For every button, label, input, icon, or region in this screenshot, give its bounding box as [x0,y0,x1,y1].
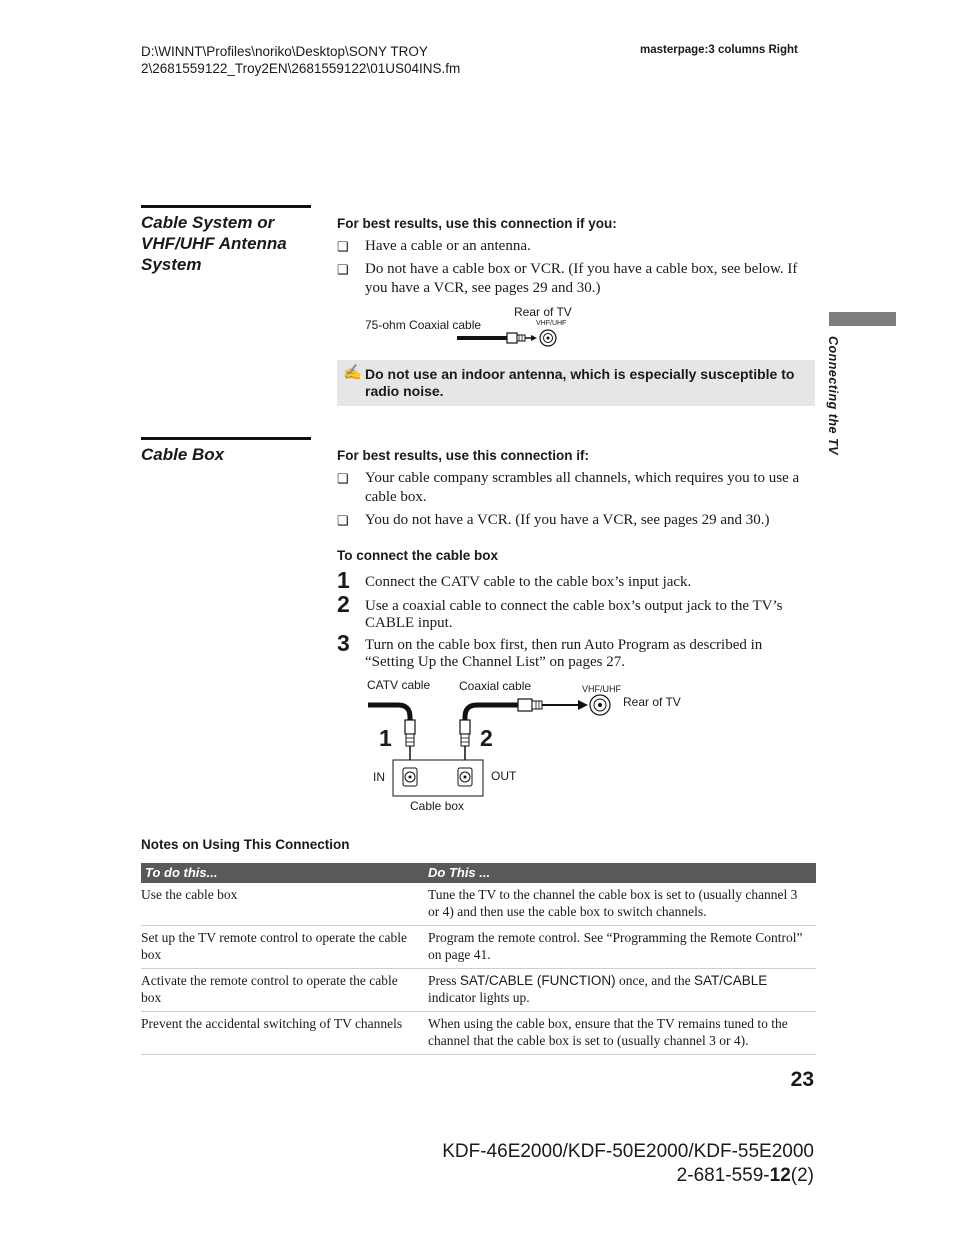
checklist-text: Your cable company scrambles all channels, which requires you to use a cable box. [365,470,800,505]
step-text: Use a coaxial cable to connect the cable box’s output jack to the TV’s CABLE input. [365,598,783,631]
button-name: SAT/CABLE [694,973,768,988]
steps-heading: To connect the cable box [337,548,499,563]
in-jack-label: IN [373,770,385,784]
antenna-cable-diagram [455,326,565,348]
step-marker-1: 1 [379,725,392,751]
section-rule [141,205,311,208]
column-header-task: To do this... [141,863,424,883]
checkbox-icon: ❑ [337,239,349,254]
vhf-uhf-label: VHF/UHF [536,320,567,327]
action-cell: When using the cable box, ensure that the TV remains tuned to the channel that the cable box is set to (usually channel 3 or 4). [424,1012,816,1055]
column-header-action: Do This ... [424,863,816,883]
side-tab-label: Connecting the TV [826,336,840,455]
table-row [141,969,816,1012]
notes-heading: Notes on Using This Connection [141,837,350,852]
checklist-item [337,260,815,298]
action-cell [424,969,816,1012]
task-cell: Activate the remote control to operate the cable box [141,969,424,1012]
step-item [337,630,815,671]
model-line-1: KDF-46E2000/KDF-50E2000/KDF-55E2000 [442,1141,814,1162]
checkbox-icon: ❑ [337,513,349,528]
note-pencil-icon: ✍ [343,365,362,381]
model-numbers [380,1140,814,1188]
coaxial-cable-label: 75-ohm Coaxial cable [365,318,482,332]
masterpage-label: masterpage:3 columns Right [640,44,798,56]
step-number: 3 [337,630,350,656]
checklist-text: Do not have a cable box or VCR. (If you have a cable box, see below. If you have a VCR, see pages 29 and 30.) [365,261,798,296]
model-line-2 [380,1164,814,1188]
section-subhead: For best results, use this connection if: [337,448,590,463]
file-path-line-1: D:\WINNT\Profiles\noriko\Desktop\SONY TROY [141,44,428,59]
coaxial-cable-label: Coaxial cable [459,679,532,693]
checklist-item [337,237,815,256]
table-row [141,1012,816,1055]
checklist-text: You do not have a VCR. (If you have a VCR, see pages 29 and 30.) [365,512,770,528]
part-number: 2-681-559- [676,1165,770,1186]
section-subhead: For best results, use this connection if you: [337,216,617,231]
catv-cable-label: CATV cable [367,678,431,692]
step-item [337,591,815,632]
step-marker-2: 2 [480,725,493,751]
vhf-uhf-label: VHF/UHF [582,684,621,694]
rear-of-tv-label: Rear of TV [623,695,681,709]
section-title-antenna: Cable System or VHF/UHF Antenna System [141,213,287,274]
note-text: Do not use an indoor antenna, which is especially susceptible to radio noise. [365,366,795,399]
step-number: 2 [337,591,350,617]
step-text: Connect the CATV cable to the cable box’s input jack. [365,574,692,590]
out-jack-label: OUT [491,769,517,783]
checklist-item [337,511,815,530]
checklist-text: Have a cable or an antenna. [365,238,531,254]
section-title-cable-box: Cable Box [141,445,225,464]
task-cell: Use the cable box [141,883,424,926]
checklist-item [337,469,815,507]
step-text: Turn on the cable box first, then run Auto Program as described in “Setting Up the Channel List” on pages 27. [365,637,763,670]
button-name: SAT/CABLE (FUNCTION) [459,973,616,988]
rear-of-tv-label: Rear of TV [514,305,572,319]
checkbox-icon: ❑ [337,471,349,486]
action-cell: Tune the TV to the channel the cable box is set to (usually channel 3 or 4) and then use the cable box to switch channels. [424,883,816,926]
cable-box-label: Cable box [410,799,465,813]
table-header-row [141,863,816,883]
task-cell: Set up the TV remote control to operate the cable box [141,926,424,969]
checkbox-icon: ❑ [337,262,349,277]
table-row [141,883,816,926]
task-cell: Prevent the accidental switching of TV channels [141,1012,424,1055]
action-text: indicator lights up. [428,990,530,1005]
part-number-bold: 12 [769,1165,791,1186]
action-text: once, and the [615,973,694,988]
file-path-header [141,43,460,77]
table-row [141,926,816,969]
cable-box-diagram [360,690,620,800]
step-item [337,567,815,593]
part-number-suffix: (2) [790,1165,814,1186]
section-rule [141,437,311,440]
side-tab-bar [829,312,896,326]
step-number: 1 [337,567,350,593]
action-text: Press [428,973,460,988]
file-path-line-2: 2\2681559122_Troy2EN\2681559122\01US04INS.fm [141,61,461,76]
action-cell: Program the remote control. See “Programming the Remote Control” on page 41. [424,926,816,969]
page-number: 23 [790,1068,814,1091]
notes-table [141,863,816,1055]
